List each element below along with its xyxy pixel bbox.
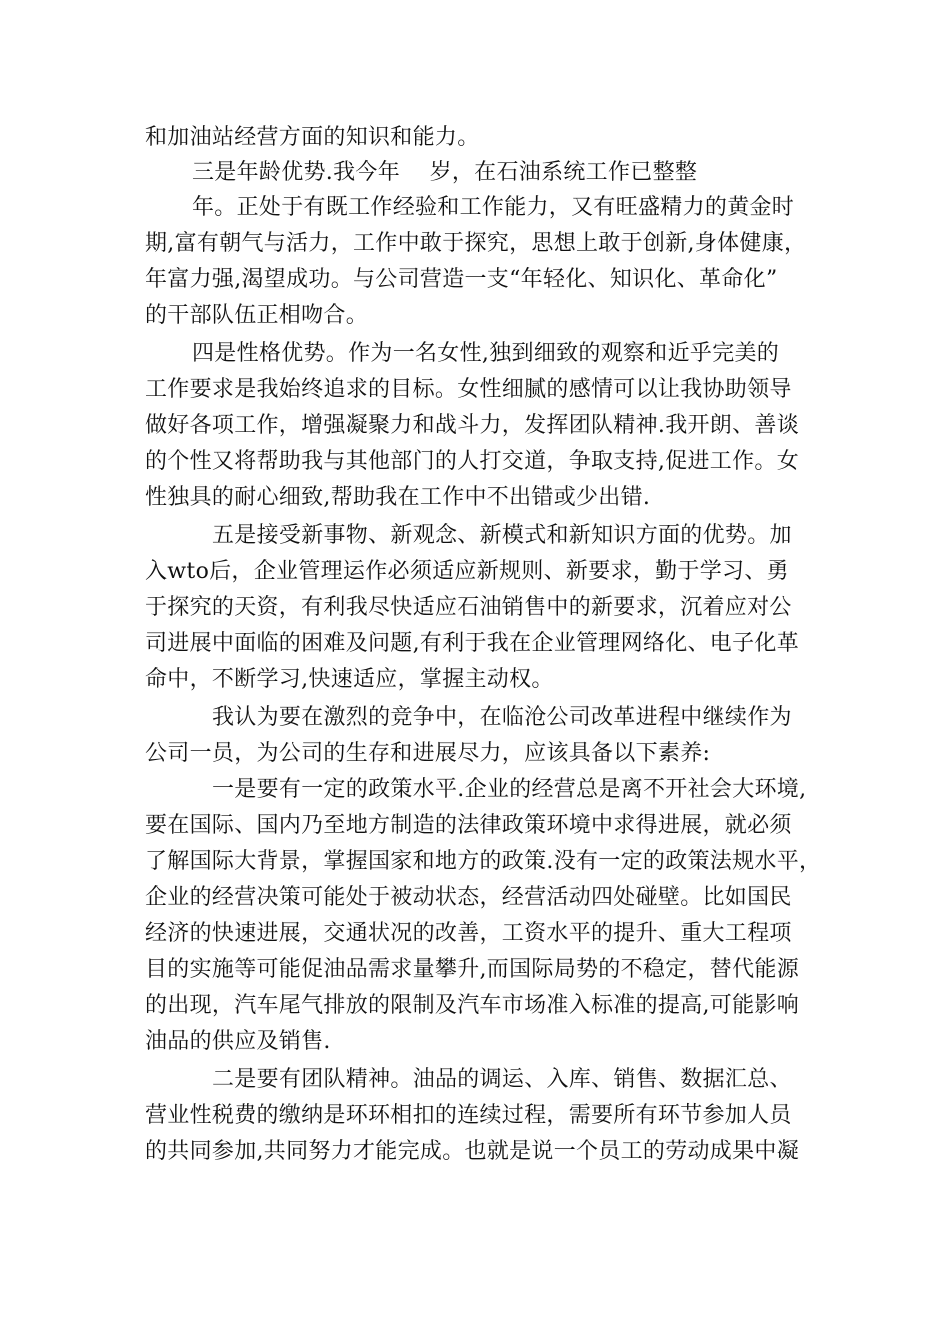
- text-line: 年富力强,渴望成功。与公司营造一支“年轻化、知识化、革命化”: [145, 267, 778, 292]
- text-line: 目的实施等可能促油品需求量攀升,而国际局势的不稳定，替代能源: [145, 957, 799, 982]
- text-line: 于探究的天资，有利我尽快适应石油销售中的新要求，沉着应对公: [145, 595, 792, 620]
- text-line: 经济的快速进展，交通状况的改善，工资水平的提升、重大工程项: [145, 921, 792, 946]
- text-line: 了解国际大背景，掌握国家和地方的政策.没有一定的政策法规水平，: [145, 849, 822, 874]
- text-line: 三是年龄优势.我今年 岁，在石油系统工作已整整: [192, 160, 698, 185]
- text-line: 的共同参加,共同努力才能完成。也就是说一个员工的劳动成果中凝: [145, 1139, 799, 1164]
- text-line: 二是要有团队精神。油品的调运、入库、销售、数据汇总、: [212, 1067, 792, 1092]
- text-line: 油品的供应及销售.: [145, 1029, 331, 1054]
- text-line: 一是要有一定的政策水平.企业的经营总是离不开社会大环境,: [212, 777, 807, 802]
- text-line: 四是性格优势。作为一名女性,独到细致的观察和近乎完美的: [192, 341, 780, 366]
- text-line: 入wto后，企业管理运作必须适应新规则、新要求，勤于学习、勇: [145, 559, 789, 584]
- text-line: 期,富有朝气与活力，工作中敢于探究，思想上敢于创新,身体健康，: [145, 231, 807, 256]
- text-line: 的干部队伍正相吻合。: [145, 303, 369, 328]
- text-line: 做好各项工作，增强凝聚力和战斗力，发挥团队精神.我开朗、善谈: [145, 413, 799, 438]
- text-line: 的个性又将帮助我与其他部门的人打交道，争取支持,促进工作。女: [145, 449, 799, 474]
- text-line: 年。正处于有既工作经验和工作能力，又有旺盛精力的黄金时: [192, 195, 795, 220]
- text-line: 公司一员，为公司的生存和进展尽力，应该具备以下素养:: [145, 741, 711, 766]
- text-line: 性独具的耐心细致,帮助我在工作中不出错或少出错.: [145, 485, 651, 510]
- text-line: 命中，不断学习,快速适应，掌握主动权。: [145, 667, 554, 692]
- text-line: 营业性税费的缴纳是环环相扣的连续过程，需要所有环节参加人员: [145, 1103, 792, 1128]
- text-line: 的出现，汽车尾气排放的限制及汽车市场准入标准的提高,可能影响: [145, 993, 799, 1018]
- text-line: 我认为要在激烈的竞争中，在临沧公司改革进程中继续作为: [212, 705, 792, 730]
- text-line: 和加油站经营方面的知识和能力。: [145, 125, 480, 150]
- text-line: 五是接受新事物、新观念、新模式和新知识方面的优势。加: [212, 523, 792, 548]
- text-line: 企业的经营决策可能处于被动状态，经营活动四处碰壁。比如国民: [145, 885, 792, 910]
- text-line: 要在国际、国内乃至地方制造的法律政策环境中求得进展，就必须: [145, 813, 792, 838]
- text-line: 司进展中面临的困难及问题,有利于我在企业管理网络化、电子化革: [145, 631, 799, 656]
- text-line: 工作要求是我始终追求的目标。女性细腻的感情可以让我协助领导: [145, 377, 792, 402]
